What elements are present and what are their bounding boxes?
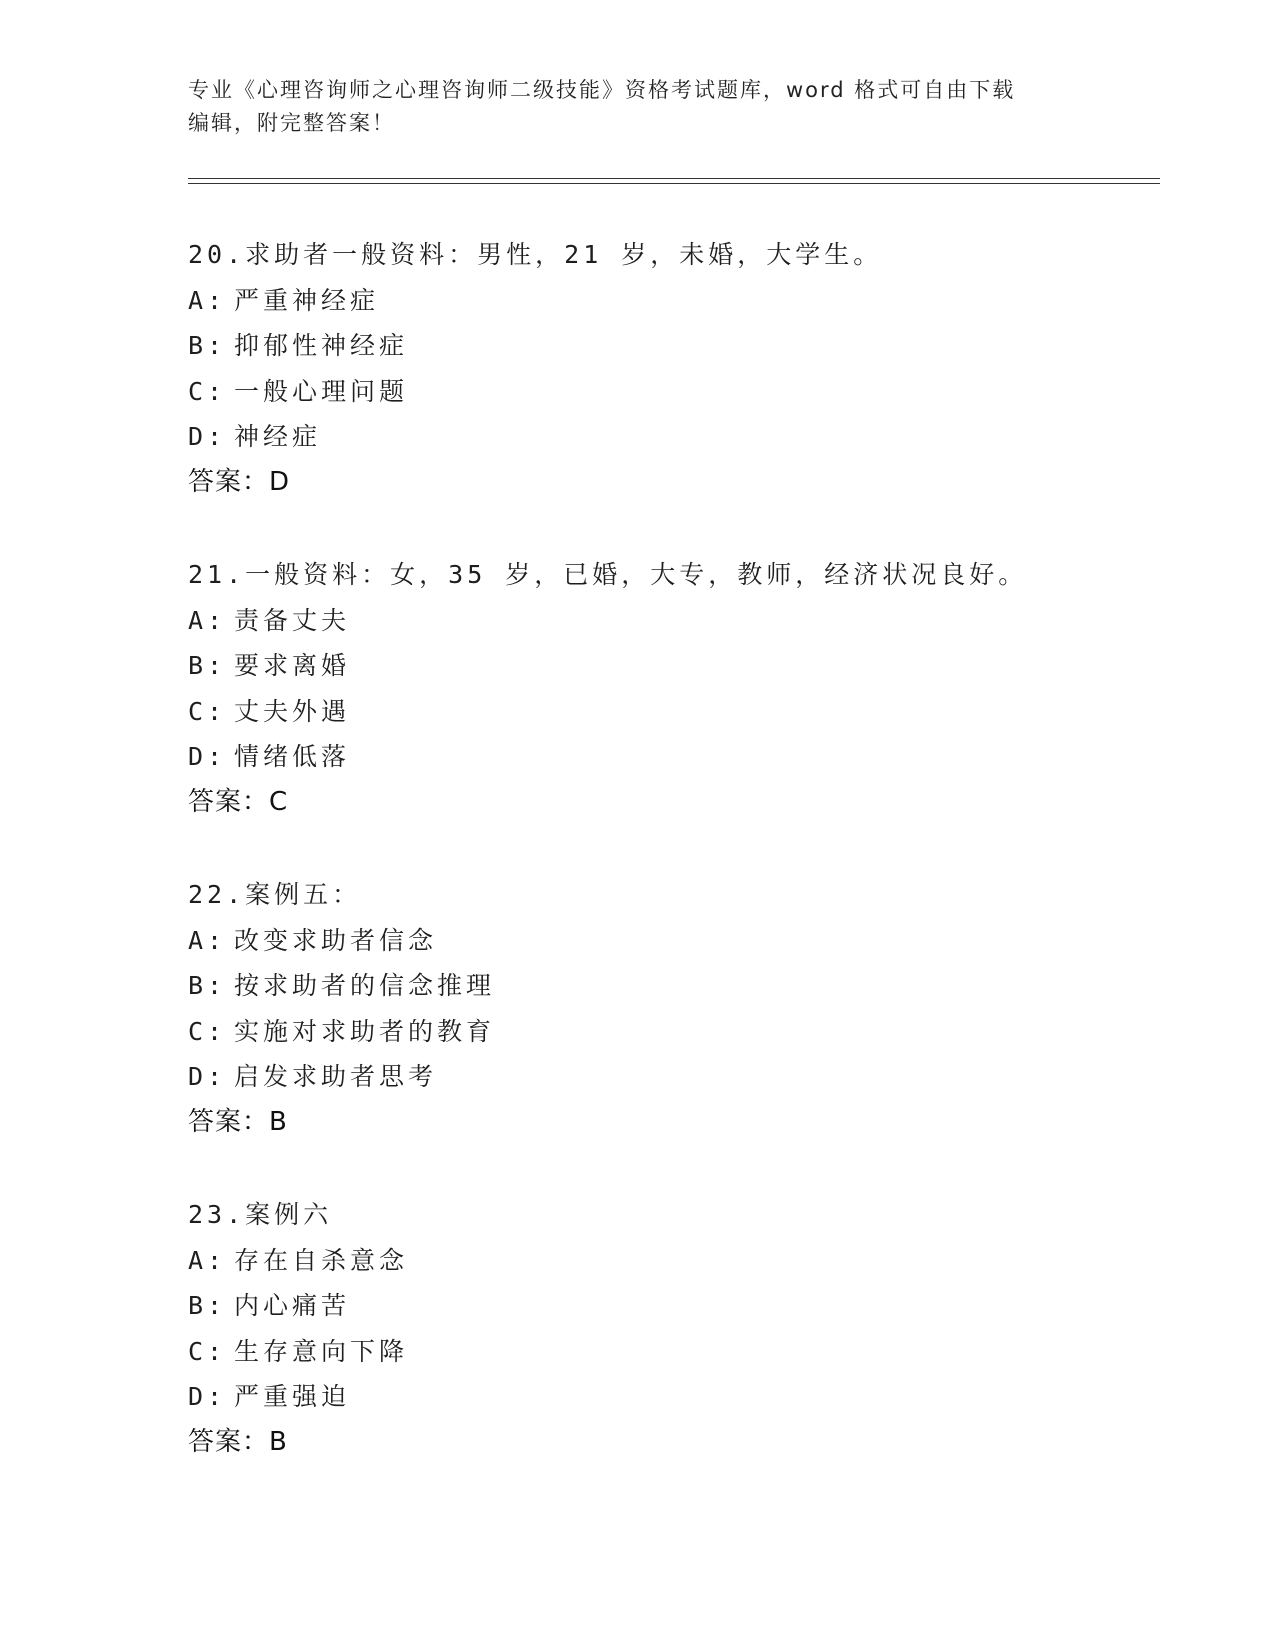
option-c xyxy=(188,1329,1168,1375)
answer-label: 答案： xyxy=(188,1106,270,1137)
question-21 xyxy=(188,552,1168,826)
answer-line xyxy=(188,1100,1168,1146)
option-a xyxy=(188,598,1168,644)
option-d xyxy=(188,1374,1168,1420)
option-c xyxy=(188,369,1168,415)
option-a xyxy=(188,278,1168,324)
option-text: 要求离婚 xyxy=(234,651,351,681)
option-letter: C: xyxy=(188,376,227,406)
answer-value: B xyxy=(269,1426,288,1457)
option-d xyxy=(188,414,1168,460)
option-a xyxy=(188,918,1168,964)
option-text: 情绪低落 xyxy=(234,742,351,772)
option-c xyxy=(188,1009,1168,1055)
option-text: 内心痛苦 xyxy=(234,1291,351,1321)
option-letter: B: xyxy=(188,651,227,681)
option-c xyxy=(188,689,1168,735)
answer-value: D xyxy=(269,466,291,497)
option-d xyxy=(188,734,1168,780)
option-letter: B: xyxy=(188,1291,227,1321)
option-a xyxy=(188,1238,1168,1284)
option-text: 实施对求助者的教育 xyxy=(234,1016,496,1046)
option-letter: C: xyxy=(188,1336,227,1366)
question-stem: 21.一般资料：女，35 岁，已婚，大专，教师，经济状况良好。 xyxy=(188,560,1028,589)
option-letter: C: xyxy=(188,696,227,726)
option-letter: B: xyxy=(188,971,227,1001)
option-letter: A: xyxy=(188,1245,227,1275)
header-divider-bottom xyxy=(188,183,1160,184)
option-text: 严重神经症 xyxy=(234,285,380,315)
question-stem: 22.案例五： xyxy=(188,880,362,909)
option-text: 抑郁性神经症 xyxy=(234,331,409,361)
option-b xyxy=(188,1283,1168,1329)
answer-value: C xyxy=(269,786,289,817)
option-text: 改变求助者信念 xyxy=(234,925,438,955)
option-b xyxy=(188,963,1168,1009)
answer-line xyxy=(188,460,1168,506)
option-letter: A: xyxy=(188,925,227,955)
answer-line xyxy=(188,1420,1168,1466)
option-text: 一般心理问题 xyxy=(234,376,409,406)
question-22 xyxy=(188,872,1168,1146)
option-b xyxy=(188,323,1168,369)
question-stem: 20.求助者一般资料：男性，21 岁，未婚，大学生。 xyxy=(188,240,883,269)
option-d xyxy=(188,1054,1168,1100)
question-stem: 23.案例六 xyxy=(188,1200,333,1229)
answer-line xyxy=(188,780,1168,826)
option-text: 责备丈夫 xyxy=(234,605,351,635)
header-divider-top xyxy=(188,178,1160,179)
option-text: 严重强迫 xyxy=(234,1382,351,1412)
answer-label: 答案： xyxy=(188,1426,270,1457)
option-b xyxy=(188,643,1168,689)
document-header xyxy=(188,74,1088,140)
question-23 xyxy=(188,1192,1168,1466)
option-text: 按求助者的信念推理 xyxy=(234,971,496,1001)
question-20 xyxy=(188,232,1168,506)
option-letter: D: xyxy=(188,422,227,452)
option-text: 存在自杀意念 xyxy=(234,1245,409,1275)
header-line-1: 专业《心理咨询师之心理咨询师二级技能》资格考试题库，word 格式可自由下载 xyxy=(188,78,1016,102)
option-text: 神经症 xyxy=(234,422,322,452)
answer-value: B xyxy=(269,1106,288,1137)
option-text: 丈夫外遇 xyxy=(234,696,351,726)
answer-label: 答案： xyxy=(188,786,270,817)
option-letter: D: xyxy=(188,1382,227,1412)
option-letter: D: xyxy=(188,1062,227,1092)
option-letter: A: xyxy=(188,285,227,315)
option-text: 启发求助者思考 xyxy=(234,1062,438,1092)
header-line-2: 编辑，附完整答案！ xyxy=(188,111,395,135)
option-letter: B: xyxy=(188,331,227,361)
option-letter: C: xyxy=(188,1016,227,1046)
answer-label: 答案： xyxy=(188,466,270,497)
option-letter: A: xyxy=(188,605,227,635)
option-letter: D: xyxy=(188,742,227,772)
option-text: 生存意向下降 xyxy=(234,1336,409,1366)
